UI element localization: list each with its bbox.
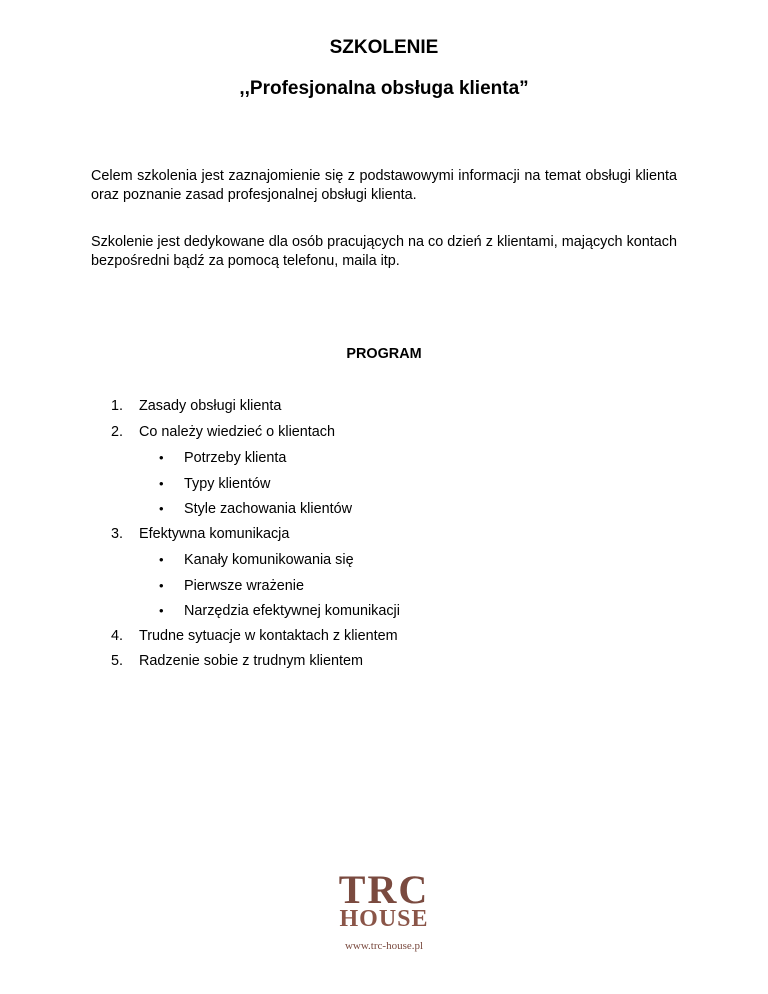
company-website: www.trc-house.pl bbox=[344, 940, 424, 952]
item-number: 5. bbox=[111, 653, 124, 669]
item-label: Efektywna komunikacja bbox=[139, 525, 290, 542]
subitem-label: Typy klientów bbox=[184, 475, 271, 492]
item-number: 1. bbox=[111, 398, 124, 414]
program-subitem bbox=[111, 496, 400, 522]
training-name: ,,Profesjonalna obsługa klienta” bbox=[239, 78, 529, 99]
item-label: Co należy wiedzieć o klientach bbox=[139, 423, 335, 440]
program-heading: PROGRAM bbox=[346, 346, 422, 362]
item-label: Radzenie sobie z trudnym klientem bbox=[139, 653, 363, 669]
item-number: 3. bbox=[111, 525, 124, 542]
subitem-label: Potrzeby klienta bbox=[184, 450, 287, 466]
subitem-label: Kanały komunikowania się bbox=[184, 552, 354, 568]
bullet-icon: • bbox=[159, 475, 164, 491]
subitem-label: Pierwsze wrażenie bbox=[184, 577, 304, 594]
item-number: 4. bbox=[111, 627, 124, 644]
bullet-icon: • bbox=[159, 577, 164, 593]
bullet-icon: • bbox=[159, 450, 164, 465]
program-subitem bbox=[111, 445, 400, 471]
intro-paragraph-goal: Celem szkolenia jest zaznajomienie się z podstawowymi informacji na temat obsługi klienta oraz poznanie zasad profesjonalnej obsługi klienta. bbox=[91, 168, 677, 203]
program-subitem bbox=[111, 598, 400, 624]
program-list bbox=[111, 394, 400, 675]
subitem-label: Style zachowania klientów bbox=[184, 501, 352, 517]
program-item bbox=[111, 624, 400, 650]
logo-wordmark-trc: TRC bbox=[338, 867, 430, 912]
intro-paragraph-audience: Szkolenie jest dedykowane dla osób pracujących na co dzień z klientami, mających kontach bezpośredni bądź za pomocą telefonu, maila itp. bbox=[91, 234, 677, 269]
trc-house-logo bbox=[318, 867, 450, 953]
bullet-icon: • bbox=[159, 552, 164, 567]
item-label: Trudne sytuacje w kontaktach z klientem bbox=[139, 627, 398, 644]
document-title: SZKOLENIE bbox=[329, 37, 439, 58]
program-item bbox=[111, 420, 400, 446]
item-number: 2. bbox=[111, 423, 124, 440]
subitem-label: Narzędzia efektywnej komunikacji bbox=[184, 603, 400, 619]
logo-wordmark-house: HOUSE bbox=[339, 906, 429, 932]
program-item bbox=[111, 649, 400, 675]
program-subitem bbox=[111, 547, 400, 573]
item-label: Zasady obsługi klienta bbox=[139, 398, 282, 414]
bullet-icon: • bbox=[159, 501, 164, 516]
program-subitem bbox=[111, 471, 400, 497]
program-subitem bbox=[111, 573, 400, 599]
bullet-icon: • bbox=[159, 603, 164, 618]
program-item bbox=[111, 394, 400, 420]
program-item bbox=[111, 522, 400, 548]
